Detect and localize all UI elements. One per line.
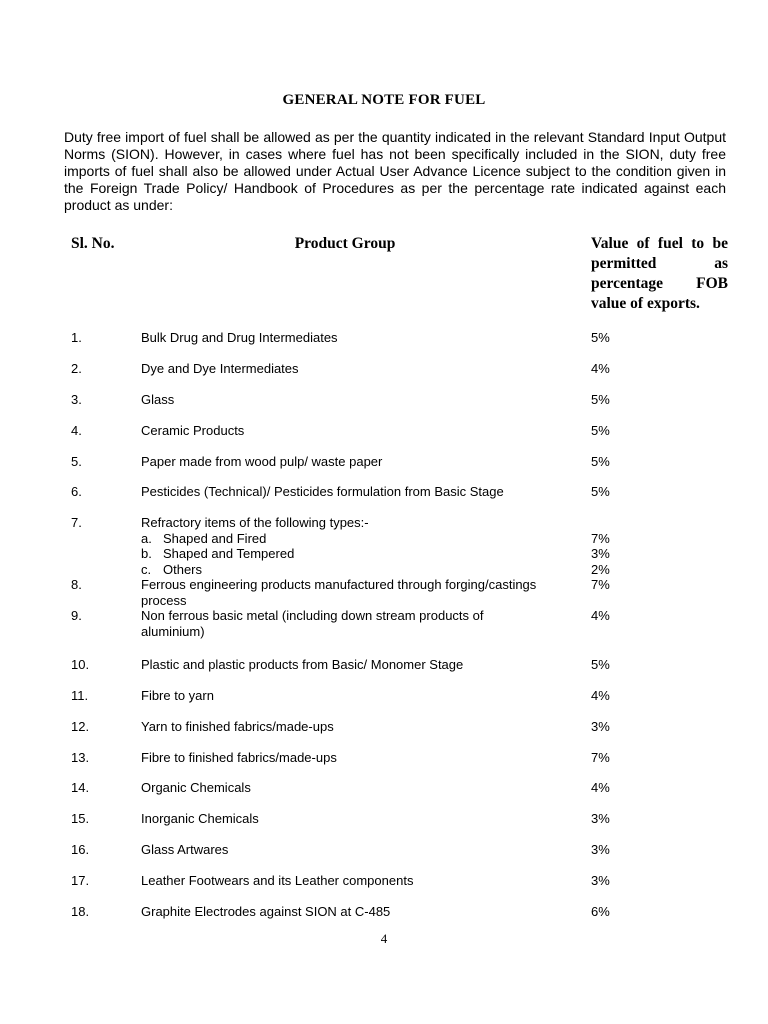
sub-item-product: Shaped and Fired bbox=[163, 530, 267, 546]
row-product: Ceramic Products bbox=[141, 423, 245, 438]
row-number: 5. bbox=[71, 454, 82, 469]
row-product: Glass Artwares bbox=[141, 842, 229, 857]
sub-item-value: 2% bbox=[591, 561, 610, 577]
row-product: Leather Footwears and its Leather components bbox=[141, 873, 414, 888]
row-product: Refractory items of the following types:- bbox=[141, 515, 369, 530]
row-value: 7% bbox=[591, 750, 610, 765]
row-value: 5% bbox=[591, 330, 610, 345]
sub-item-value: 7% bbox=[591, 530, 610, 546]
page-number: 4 bbox=[380, 931, 388, 946]
row-value: 4% bbox=[591, 361, 610, 376]
row-number: 16. bbox=[71, 842, 90, 857]
row-value: 3% bbox=[591, 719, 610, 734]
row-value: 3% bbox=[591, 811, 610, 826]
sub-item-value: 3% bbox=[591, 546, 610, 561]
sub-item-values bbox=[591, 515, 610, 577]
row-value: 3% bbox=[591, 842, 610, 857]
row-product: Dye and Dye Intermediates bbox=[141, 361, 299, 376]
row-number: 17. bbox=[71, 873, 90, 888]
row-product: Ferrous engineering products manufactured through forging/castings process bbox=[141, 577, 537, 608]
sub-item bbox=[141, 546, 581, 562]
row-value: 5% bbox=[591, 657, 610, 672]
row-product-group bbox=[141, 515, 581, 577]
row-product: Fibre to yarn bbox=[141, 688, 214, 703]
row-number: 6. bbox=[71, 484, 82, 499]
sub-item-letter: a. bbox=[141, 530, 152, 546]
row-product: Pesticides (Technical)/ Pesticides formulation from Basic Stage bbox=[141, 484, 504, 499]
header-product-group: Product Group bbox=[294, 235, 396, 252]
row-number: 13. bbox=[71, 750, 90, 765]
row-number: 10. bbox=[71, 657, 90, 672]
sub-item bbox=[141, 562, 581, 578]
row-value: 5% bbox=[591, 423, 610, 438]
intro-paragraph: Duty free import of fuel shall be allowed as per the quantity indicated in the relevant Standard Input Output Norms (SION). However, in cases where fuel has not been specifically included in the SION, duty free imports of fuel shall also be allowed under Actual User Advance Licence subject to the condition given in the Foreign Trade Policy/ Handbook of Procedures as per the percentage rate indicated against each product as under: bbox=[64, 129, 726, 213]
row-value: 5% bbox=[591, 454, 610, 469]
row-number: 8. bbox=[71, 577, 82, 592]
row-number: 7. bbox=[71, 515, 82, 530]
row-number: 15. bbox=[71, 811, 90, 826]
row-product: Glass bbox=[141, 392, 175, 407]
row-number: 2. bbox=[71, 361, 82, 376]
row-number: 1. bbox=[71, 330, 82, 345]
sub-item-letter: b. bbox=[141, 546, 152, 561]
row-value: 7% bbox=[591, 577, 610, 592]
row-number: 3. bbox=[71, 392, 82, 407]
row-product: Yarn to finished fabrics/made-ups bbox=[141, 719, 334, 734]
sub-item-letter: c. bbox=[141, 561, 152, 577]
row-product: Bulk Drug and Drug Intermediates bbox=[141, 330, 338, 345]
sub-item-product: Others bbox=[163, 561, 203, 577]
row-product: Inorganic Chemicals bbox=[141, 811, 259, 826]
row-product: Plastic and plastic products from Basic/ Monomer Stage bbox=[141, 657, 464, 672]
row-value: 5% bbox=[591, 484, 610, 499]
row-number: 9. bbox=[71, 608, 82, 623]
row-value: 4% bbox=[591, 608, 610, 623]
row-product: Fibre to finished fabrics/made-ups bbox=[141, 750, 337, 765]
row-number: 18. bbox=[71, 904, 90, 919]
header-sl-no: Sl. No. bbox=[71, 235, 115, 252]
header-value: Value of fuel to be permitted as percentage FOB value of exports. bbox=[591, 235, 728, 312]
sub-item-product: Shaped and Tempered bbox=[163, 546, 295, 561]
row-number: 11. bbox=[71, 688, 89, 703]
row-product: Organic Chemicals bbox=[141, 780, 251, 795]
row-product: Non ferrous basic metal (including down stream products of aluminium) bbox=[141, 608, 484, 639]
row-number: 14. bbox=[71, 780, 90, 795]
row-number: 12. bbox=[71, 719, 90, 734]
page-title: GENERAL NOTE FOR FUEL bbox=[282, 92, 486, 108]
row-product: Paper made from wood pulp/ waste paper bbox=[141, 454, 383, 469]
sub-item bbox=[141, 531, 581, 547]
row-number: 4. bbox=[71, 423, 82, 438]
row-value: 4% bbox=[591, 780, 610, 795]
row-value: 3% bbox=[591, 873, 610, 888]
row-value: 5% bbox=[591, 392, 610, 407]
row-value: 6% bbox=[591, 904, 610, 919]
row-value: 4% bbox=[591, 688, 610, 703]
row-product: Graphite Electrodes against SION at C-485 bbox=[141, 904, 391, 919]
